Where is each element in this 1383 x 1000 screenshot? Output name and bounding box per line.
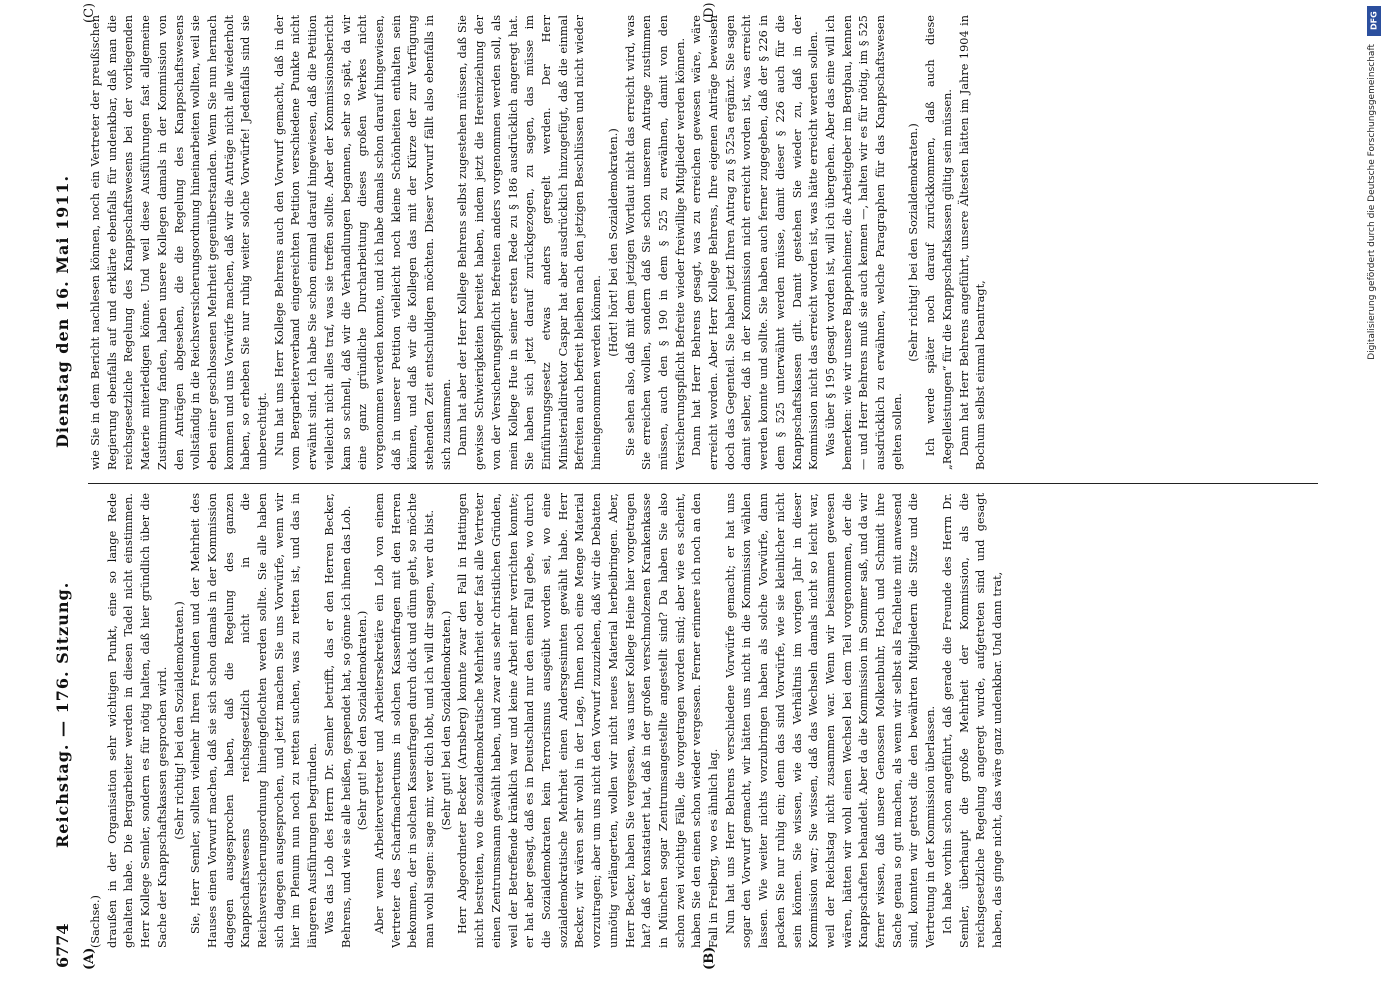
paragraph: Dann hat Herr Behrens gesagt, was zu erreichen gewesen wäre, wäre erreicht worden. Aber Herr Kollege Behrens, Ihre eigenen Anträge beweisen doch das Gegenteil. Sie haben jetzt Ihren Antrag zu § 525a ergänzt. Sie sagen damit selber, daß in der Kommission nicht erreicht worden ist, was erreicht werden konnte und sollte. Sie haben auch ferner zugegeben, daß der § 226 in dem § 525 unterwähnt werden müsse, damit dieser § 226 auch für die Knappschaftskassen gilt. Damit gestehen Sie wieder zu, daß in der Kommission nicht das erreicht worden ist, was hätte erreicht werden sollen.	[690, 15, 821, 470]
paragraph: Ich habe vorhin schon angeführt, daß gerade die Freunde des Herrn Dr. Semler, überhaupt die große Mehrheit der Kommission, als die reichsgesetzliche Regelung angeregt wurde, aufgetreten sind und gesagt haben, das ginge nicht, das wäre ganz undenkbar. Und dann trat,	[940, 493, 1004, 948]
interjection: (Sehr gut! bei den Sozialdemokraten.)	[439, 610, 453, 831]
paragraph: Dann hat aber der Herr Kollege Behrens selbst zugestehen müssen, daß Sie gewisse Schwierigkeiten bereitet haben, indem jetzt die Hereinziehung der von der Versicherungspflicht Befreiten anders vorgenommen werden soll, als mein Kollege Hue in seiner ersten Rede zu § 186 ausdrücklich angeregt hat. Sie haben sich jetzt darauf zurückgezogen, zu sagen, das müsse im Einführungsgesetz etwas anders geregelt werden. Der Herr Ministerialdirektor Caspar hat aber ausdrücklich hinzugefügt, daß die einmal Befreiten auch befreit bleiben nach den jetzigen Beschlüssen und nicht wieder hineingenommen werden können.	[456, 15, 604, 470]
left-column	[88, 493, 1318, 948]
paragraph: Aber wenn Arbeitervertreter und Arbeitersekretäre ein Lob von einem Vertreter des Scharfmachertums in solchen Kassenfragen mit den Herren bekommen, der in solchen Kassenfragen durch dick und dünn geht, so möchte man wohl sagen: sage mir, wer dich lobt, und ich will dir sagen, wer du bist.	[372, 493, 437, 948]
interjection: (Hört! hört! bei den Sozialdemokraten.)	[606, 128, 620, 357]
right-column	[88, 15, 1318, 470]
paragraph: Nun hat uns Herr Kollege Behrens auch den Vorwurf gemacht, daß in der vom Bergarbeiterverband eingereichten Petition verschiedene Punkte nicht erwähnt sind. Ich habe Sie schon einmal darauf hingewiesen, daß die Petition vielleicht nicht alles traf, was sie treffen sollte. Aber der Kommissionsbericht kam so schnell, daß wir die Verhandlungen begannen, sehr so spät, da wir eine ganz gründliche Durcharbeitung dieses großen Werkes nicht vorgenommen werden konnte, und ich habe damals schon darauf hingewiesen, daß in unserer Petition vielleicht noch kleine Schönheiten enthalten sein können, und daß wir die Kollegen das mit der Kürze der zur Verfügung stehenden Zeit entschuldigen möchten. Dieser Vorwurf fällt also ebenfalls in sich zusammen.	[272, 15, 453, 470]
paragraph: Sie, Herr Semler, sollten vielmehr Ihren Freunden und der Mehrheit des Hauses einen Vorwurf machen, daß sie sich schon damals in der Kommission dagegen ausgesprochen haben, daß die Regelung des ganzen Knappschaftswesens reichsgesetzlich nicht in die Reichsversicherungsordnung hineingeflochten werden sollte. Sie alle haben sich dagegen ausgesprochen, und jetzt machen Sie uns Vorwürfe, wenn wir hier im Plenum nun noch zu retten suchen, was zu retten ist, und das in längeren Ausführungen begründen.	[189, 493, 320, 948]
session-date: Dienstag den 16. Mai 1911.	[52, 174, 72, 448]
dfg-logo: DFG	[1367, 6, 1381, 36]
page-number: 6774	[52, 923, 72, 968]
margin-marker-d: (D)	[702, 2, 717, 23]
margin-marker-b: (B)	[702, 946, 717, 970]
paragraph: Dann hat Herr Behrens angeführt, unsere Ältesten hätten im Jahre 1904 in Bochum selbst einmal beantragt,	[957, 15, 988, 470]
paragraph: Ich werde später noch darauf zurückkommen, daß auch diese „Regelleistungen“ für die Knappschaftskassen gültig sein müssen.	[924, 15, 954, 470]
session-title: Reichstag. — 176. Sitzung.	[52, 581, 72, 848]
interjection: (Sehr richtig! bei den Sozialdemokraten.)	[172, 601, 186, 840]
paragraph: Sie sehen also, daß mit dem jetzigen Wortlaut nicht das erreicht wird, was Sie erreichen wollen, sondern daß Sie schon unserem Antrage zustimmen müssen, auch den § 190 in dem § 525 zu erwähnen, damit von den Versicherungspflicht Befreite wieder freiwillige Mitglieder werden können.	[623, 15, 687, 470]
page-header	[42, 8, 82, 968]
column-divider	[88, 483, 1318, 484]
margin-marker-a: (A)	[82, 947, 97, 970]
digitization-sidebar	[1363, 0, 1383, 1000]
paragraph: Nun hat uns Herr Behrens verschiedene Vorwürfe gemacht; er hat uns sogar den Vorwurf gemacht, wir hätten uns nicht in die Kommission wählen lassen. Wie weiter nichts vorzubringen haben als solche Vorwürfe, dann packen Sie nur ruhig ein; denn das sind Vorwürfe, wie sie kleinlicher nicht sein können. Sie wissen, wie das Verhältnis im vorigen Jahr in dieser Kommission war; Sie wissen, daß das Wechseln damals nicht so leicht war, weil der Reichstag nicht zusammen war. Wenn wir beisammen gewesen wären, hätten wir wohl einen Wechsel bei dem Teil vorgenommen, der die Knappschaften behandelt. Aber da die Kommission im Sommer saß, und da wir ferner wissen, daß unsere Genossen Molkenbuhr, Hoch und Schmidt ihre Sache genau so gut machen, als wenn wir selbst als Fachleute mit anwesend sind, konnten wir getrost die den bewährten Mitgliedern die Sitze und die Vertretung in der Kommission überlassen.	[723, 493, 938, 948]
paragraph: Was über § 195 gesagt worden ist, will ich übergehen. Aber das eine will ich bemerken: wie wir unsere Bappenheimer, die Arbeitgeber im Bergbau, kennen — und Herr Behrens muß sie auch kennen —, halten wir es für nötig, im § 525 ausdrücklich zu erwähnen, welche Paragraphen für das Knappschaftswesen gelten sollen.	[823, 15, 904, 470]
margin-marker-c: (C)	[82, 2, 97, 23]
digitization-credit: Digitalisierung gefördert durch die Deutsche Forschungsgemeinschaft	[1367, 44, 1377, 360]
paragraph: draußen in der Organisation sehr wichtigen Punkt, eine so lange Rede gehalten habe. Die Bergarbeiter werden in diesen Tadel nicht einstimmen. Herr Kollege Semler, sondern es für nötig halten, daß hier gründlich über die Sache der Knappschaftskassen gesprochen wird.	[105, 493, 169, 948]
paragraph: Herr Abgeordneter Becker (Arnsberg) konnte zwar den Fall in Hattingen nicht bestreiten, wo die sozialdemokratische Mehrheit oder fast alle Vertreter einen Zentrumsmann gewählt haben, und zwar aus sehr christlichen Gründen, weil der Betreffende kränklich war und keine Arbeit mehr verrichten konnte; er hat aber gesagt, daß es in Deutschland nur den einen Fall gebe, wo durch die Sozialdemokraten kein Terrorismus ausgeübt worden sei, wo eine sozialdemokratische Mehrheit einen Andersgesinnten gewählt habe. Herr Becker, wir wären sehr wohl in der Lage, Ihnen noch eine Menge Material vorzutragen; aber um uns nicht den Vorwurf zuzuziehen, daß wir die Debatten unnötig verlängerten, wollen wir nicht neues Material herbeibringen. Aber, Herr Becker, haben Sie vergessen, was unser Kollege Heine hier vorgetragen hat? daß er konstatiert hat, daß in der großen verschmolzenen Krankenkasse in München sogar Zentrumsangestellte angestellt sind? Da haben Sie also schon zwei wichtige Fälle, die vorgetragen worden sind; aber wie es scheint, haben Sie den einen schon wieder vergessen. Ferner erinnere ich noch an den Fall in Freiberg, wo es ähnlich lag.	[456, 493, 721, 948]
paragraph: wie Sie in dem Bericht nachlesen können, noch ein Vertreter der preußischen Regierung ebenfalls auf und erklärte ebenfalls für undenkbar, daß man die reichsgesetzliche Regelung des Knappschaftswesens bei der vorliegenden Materie miterledigen könne. Und weil diese Ausführungen fast allgemeine Zustimmung fanden, haben unsere Kollegen damals in der Kommission von den Anträgen abgesehen, die die Regelung des Knappschaftswesens vollständig in die Reichsversicherungsordnung hineinarbeiten wollten, weil sie eben einer geschlossenen Mehrheit gegenüberstanden. Wenn Sie nun hernach kommen und uns Vorwürfe machen, daß wir die Anträge nicht alle wiederholt haben, so erheben Sie nur ruhig weiter solche Vorwürfe! Jedenfalls sind sie unberechtigt.	[89, 15, 270, 470]
paragraph: Was das Lob des Herrn Dr. Semler betrifft, das er den Herren Becker, Behrens, und wie sie alle heißen, gespendet hat, so gönne ich ihnen das Lob.	[322, 493, 353, 948]
document-page	[42, 2, 1332, 970]
speaker-name: (Sachse.)	[89, 895, 102, 948]
interjection: (Sehr gut! bei den Sozialdemokraten.)	[356, 610, 370, 831]
interjection: (Sehr richtig! bei den Sozialdemokraten.)	[907, 123, 921, 362]
